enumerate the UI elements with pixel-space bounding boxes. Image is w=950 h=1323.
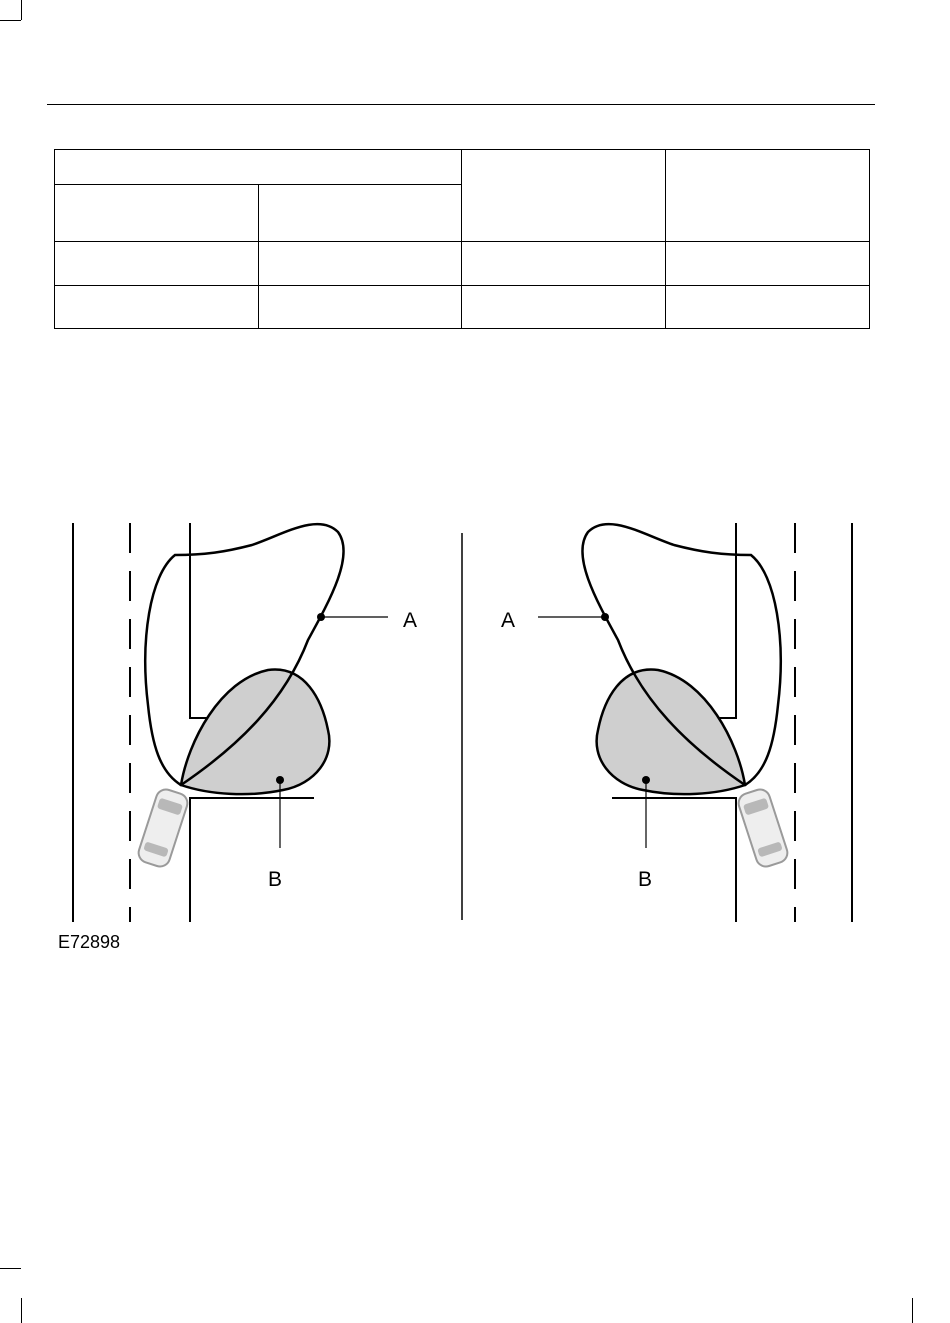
coverage-zone-b: [181, 670, 329, 795]
table-cell: [55, 242, 259, 286]
callout-label-b: B: [268, 868, 283, 891]
table-row: [55, 242, 870, 286]
vehicle-icon: [136, 787, 190, 869]
table-cell: [259, 242, 462, 286]
vehicle-icon: [736, 787, 790, 869]
callout-label-b: B: [638, 868, 653, 891]
table-cell: [666, 242, 870, 286]
table-cell: [462, 286, 666, 329]
table-header-cell: [259, 185, 462, 242]
leader-dot: [276, 776, 284, 784]
crop-mark: [0, 1268, 21, 1269]
junction-outline: [190, 798, 314, 922]
figure-code: E72898: [58, 932, 121, 952]
table-cell: [259, 286, 462, 329]
callout-label-a: A: [501, 609, 516, 632]
table-header-cell: [462, 150, 666, 242]
crop-mark: [21, 1298, 22, 1323]
crop-mark: [0, 20, 21, 21]
sensor-coverage-diagram: [0, 500, 950, 940]
table-cell: [55, 286, 259, 329]
table-header-cell: [55, 150, 462, 185]
crop-mark: [21, 0, 22, 20]
table-row: [55, 286, 870, 329]
junction-outline: [612, 798, 736, 922]
leader-dot: [642, 776, 650, 784]
leader-dot: [317, 613, 325, 621]
table-header-cell: [666, 150, 870, 242]
leader-dot: [601, 613, 609, 621]
table-cell: [666, 286, 870, 329]
table-header-cell: [55, 185, 259, 242]
table-cell: [462, 242, 666, 286]
header-rule: [47, 104, 875, 105]
data-table: [54, 149, 870, 329]
callout-label-a: A: [403, 609, 418, 632]
crop-mark: [912, 1298, 913, 1323]
coverage-zone-b: [597, 670, 745, 795]
table-header-row: [55, 150, 870, 185]
